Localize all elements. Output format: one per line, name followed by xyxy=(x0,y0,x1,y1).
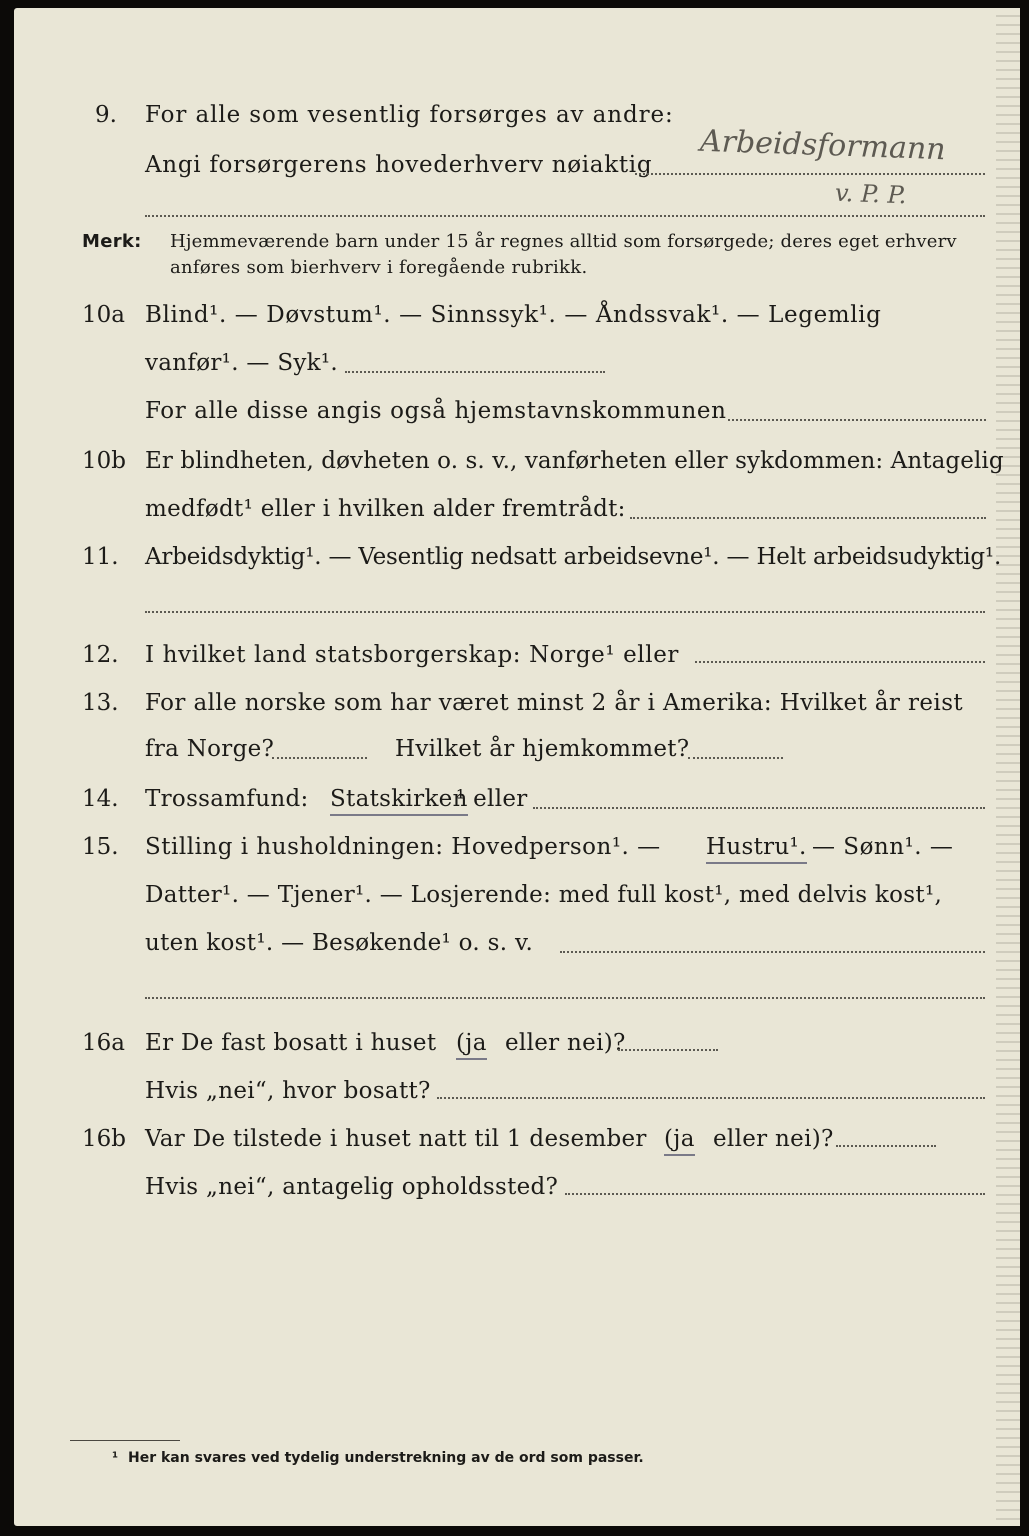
q13-number: 13. xyxy=(82,690,119,716)
q10b-answer-line[interactable] xyxy=(630,516,986,519)
q15-line2: Datter¹. — Tjener¹. — Losjerende: med full kost¹, med delvis kost¹, xyxy=(145,882,943,908)
q10a-answer-line[interactable] xyxy=(345,370,605,373)
q10a-answer-line-2[interactable] xyxy=(728,418,986,421)
q15-line1a: Stilling i husholdningen: Hovedperson¹. — xyxy=(145,834,661,860)
q16b-answer-line-2[interactable] xyxy=(565,1192,985,1195)
q16a-ja-underlined: (ja xyxy=(456,1028,487,1060)
q9-answer-line[interactable] xyxy=(635,172,985,175)
q16a-number: 16a xyxy=(82,1030,125,1056)
q16a-answer-line-2[interactable] xyxy=(437,1096,985,1099)
q10b-number: 10b xyxy=(82,448,126,474)
q16b-line2: Hvis „nei“, antagelig opholdssted? xyxy=(145,1174,559,1200)
q10a-line3: For alle disse angis også hjemstavnskommunen xyxy=(145,398,727,424)
q15-hustru-underlined: Hustru¹. xyxy=(706,832,807,864)
q14-statskirken-underlined: Statskirken xyxy=(330,784,468,816)
q11-line1: Arbeidsdyktig¹. — Vesentlig nedsatt arbeidsevne¹. — Helt arbeidsudyktig¹. xyxy=(145,544,1002,570)
q16b-ja-underlined: (ja xyxy=(664,1124,695,1156)
q12-answer-line[interactable] xyxy=(695,660,985,663)
q15-number: 15. xyxy=(82,834,119,860)
q11-answer-line[interactable] xyxy=(145,610,985,613)
q9-line1: For alle som vesentlig forsørges av andre: xyxy=(145,102,674,128)
q13-year-left-line[interactable] xyxy=(272,756,367,759)
q9-answer-line-2[interactable] xyxy=(145,214,985,217)
q16b-answer-line[interactable] xyxy=(836,1144,936,1147)
q12-number: 12. xyxy=(82,642,119,668)
q15-answer-line[interactable] xyxy=(560,950,985,953)
q13-year-home-line[interactable] xyxy=(688,756,783,759)
q15-line1c: — Sønn¹. — xyxy=(812,834,954,860)
q16a-line2: Hvis „nei“, hvor bosatt? xyxy=(145,1078,431,1104)
q10a-line1: Blind¹. — Døvstum¹. — Sinnssyk¹. — Åndssvak¹. — Legemlig xyxy=(145,302,882,328)
q16a-line1c: eller nei)? xyxy=(505,1030,626,1056)
q16b-line1a: Var De tilstede i huset natt til 1 desember xyxy=(145,1126,647,1152)
q14-line1a: Trossamfund: xyxy=(145,786,309,812)
q14-number: 14. xyxy=(82,786,119,812)
q10b-line1: Er blindheten, døvheten o. s. v., vanførheten eller sykdommen: Antagelig xyxy=(145,448,1004,474)
q13-line1: For alle norske som har været minst 2 år i Amerika: Hvilket år reist xyxy=(145,690,964,716)
q10a-number: 10a xyxy=(82,302,125,328)
q16b-line1c: eller nei)? xyxy=(713,1126,834,1152)
merk-line2: anføres som bierhverv i foregående rubrikk. xyxy=(170,257,588,278)
q11-number: 11. xyxy=(82,544,119,570)
q10b-line2: medfødt¹ eller i hvilken alder fremtrådt: xyxy=(145,496,626,522)
perforated-edge xyxy=(996,8,1020,1526)
q9-number: 9. xyxy=(95,102,117,128)
q13-line2a: fra Norge? xyxy=(145,736,275,762)
q12-line1: I hvilket land statsborgerskap: Norge¹ eller xyxy=(145,642,680,668)
q9-handwritten-initials: v. P. P. xyxy=(834,178,907,210)
q16b-number: 16b xyxy=(82,1126,126,1152)
q14-answer-line[interactable] xyxy=(533,806,985,809)
footnote-text: Her kan svares ved tydelig understrekning av de ord som passer. xyxy=(128,1450,644,1466)
footnote-rule xyxy=(70,1440,180,1441)
footnote-mark: ¹ xyxy=(112,1450,119,1466)
q9-handwritten-answer: Arbeidsformann xyxy=(699,123,947,168)
q16a-line1a: Er De fast bosatt i huset xyxy=(145,1030,437,1056)
q9-line2: Angi forsørgerens hovederhverv nøiaktig xyxy=(145,152,653,178)
q14-line1c: ¹ eller xyxy=(456,786,528,812)
q13-line2b: Hvilket år hjemkommet? xyxy=(395,736,690,762)
q15-line3: uten kost¹. — Besøkende¹ o. s. v. xyxy=(145,930,534,956)
q10a-line2: vanfør¹. — Syk¹. xyxy=(145,350,339,376)
q15-answer-line-2[interactable] xyxy=(145,996,985,999)
merk-line1: Hjemmeværende barn under 15 år regnes alltid som forsørgede; deres eget erhverv xyxy=(170,231,957,252)
merk-label: Merk: xyxy=(82,231,142,252)
q16a-answer-line[interactable] xyxy=(618,1048,718,1051)
